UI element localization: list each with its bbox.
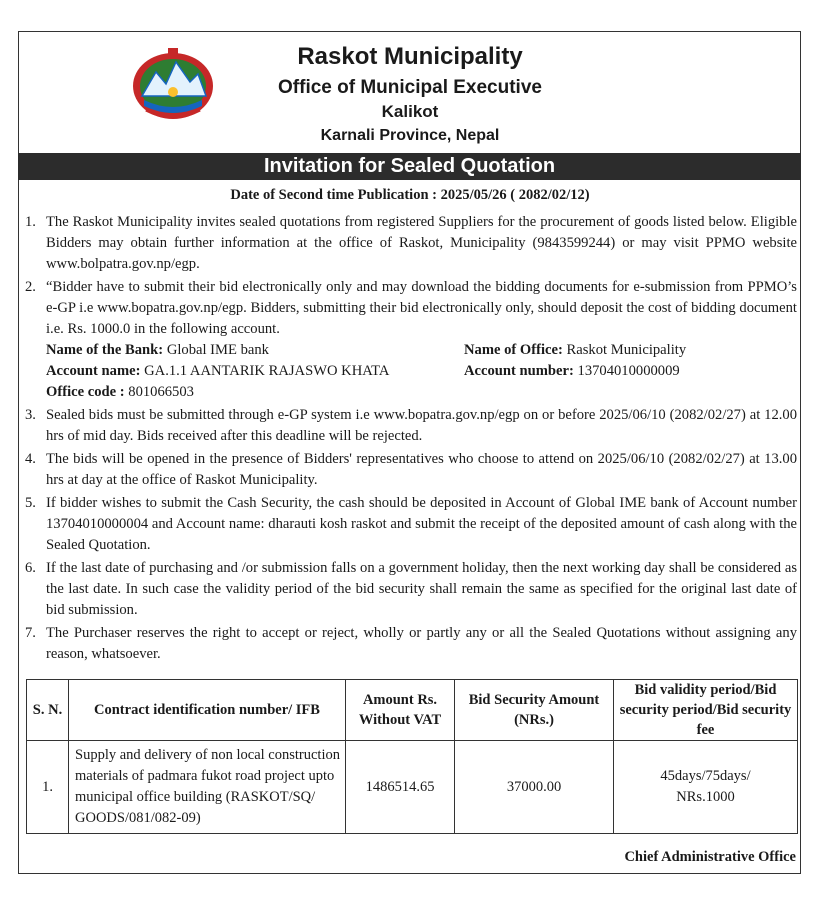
header-amount: Amount Rs. Without VAT [346,680,455,741]
office-name-label: Name of Office: [464,342,563,358]
clause-text: The bids will be opened in the presence of Bidders' representatives who choose to attend on 2025/06/10 (2082/02/27) at 13.00 hrs at day at the office of Raskot Municipality. [46,451,797,488]
account-name-value: GA.1.1 AANTARIK RAJASWO KHATA [144,363,390,379]
cell-sn: 1. [27,741,69,834]
office-code-value: 801066503 [128,384,194,400]
clause-text: The Raskot Municipality invites sealed quotations from registered Suppliers for the procurement of goods listed below. Eligible Bidders may obtain further information at the office of Raskot, Municipality (9843599244) or may visit PPMO website www.bolpatra.gov.np/egp. [46,214,797,272]
clause-number: 6. [25,560,36,576]
cell-validity [614,741,798,834]
bank-name-value: Global IME bank [166,342,269,358]
clause-3 [25,405,797,447]
quotation-table [26,679,798,834]
clause-4 [25,449,797,491]
clause-7 [25,623,797,665]
header-validity: Bid validity period/Bid security period/Bid security fee [614,680,798,741]
clause-2 [25,277,797,403]
cell-contract: Supply and delivery of non local construction materials of padmara fukot road project upto municipal office building (RASKOT/SQ/ GOODS/081/082-09) [69,741,346,834]
table-row [27,741,798,834]
clause-number: 1. [25,214,36,230]
office-name-value: Raskot Municipality [566,342,687,358]
clause-6 [25,558,797,621]
clause-number: 7. [25,625,36,641]
org-title: Raskot Municipality [297,43,523,70]
bank-name-label: Name of the Bank: [46,342,164,358]
district-title: Kalikot [381,102,439,121]
validity-line-2: NRs.1000 [676,789,735,805]
clause-text: If the last date of purchasing and /or submission falls on a government holiday, then the next working day shall be considered as the last date. In such case the validity period of the bid security shall remain the same as specified for the original last date of bid submission. [46,560,797,618]
province-title: Karnali Province, Nepal [320,127,500,144]
clause-number: 2. [25,279,36,295]
cell-amount: 1486514.65 [346,741,455,834]
table-header-row [27,680,798,741]
clause-text: The Purchaser reserves the right to accept or reject, wholly or partly any or all the Sealed Quotations without assigning any reason, whatsoever. [46,625,797,662]
signature-block: Chief Administrative Office [624,849,796,865]
clause-number: 3. [25,407,36,423]
clause-text: If bidder wishes to submit the Cash Security, the cash should be deposited in Account of Global IME bank of Account number 13704010000004 and Account name: dharauti kosh raskot and submit the receipt of the deposited amount of cash along with the Sealed Quotation. [46,495,797,553]
header-contract: Contract identification number/ IFB [69,680,346,741]
office-code-label: Office code : [46,384,125,400]
bank-details [46,340,797,403]
notice-banner: Invitation for Sealed Quotation [18,153,801,180]
clause-number: 4. [25,451,36,467]
clause-text: Sealed bids must be submitted through e-GP system i.e www.bopatra.gov.np/egp on or before 2025/06/10 (2082/02/27) at 12.00 hrs of mid day. Bids received after this deadline will be rejected. [46,407,797,444]
clause-text: “Bidder have to submit their bid electronically only and may download the bidding documents for e-submission from PPMO’s e-GP i.e www.bopatra.gov.np/egp. Bidders, submitting their bid electronically only, should deposit the cost of bidding document i.e. Rs. 1000.0 in the following account. [46,279,797,337]
account-number-value: 13704010000009 [577,363,680,379]
header-security: Bid Security Amount (NRs.) [455,680,614,741]
office-title: Office of Municipal Executive [278,77,542,98]
validity-line-1: 45days/75days/ [660,768,751,784]
clause-number: 5. [25,495,36,511]
clause-5 [25,493,797,556]
account-name-label: Account name: [46,363,141,379]
header-sn: S. N. [27,680,69,741]
account-number-label: Account number: [464,363,574,379]
publication-date: Date of Second time Publication : 2025/05/26 ( 2082/02/12) [230,187,590,203]
cell-security: 37000.00 [455,741,614,834]
clause-list [25,212,797,667]
clause-1 [25,212,797,275]
